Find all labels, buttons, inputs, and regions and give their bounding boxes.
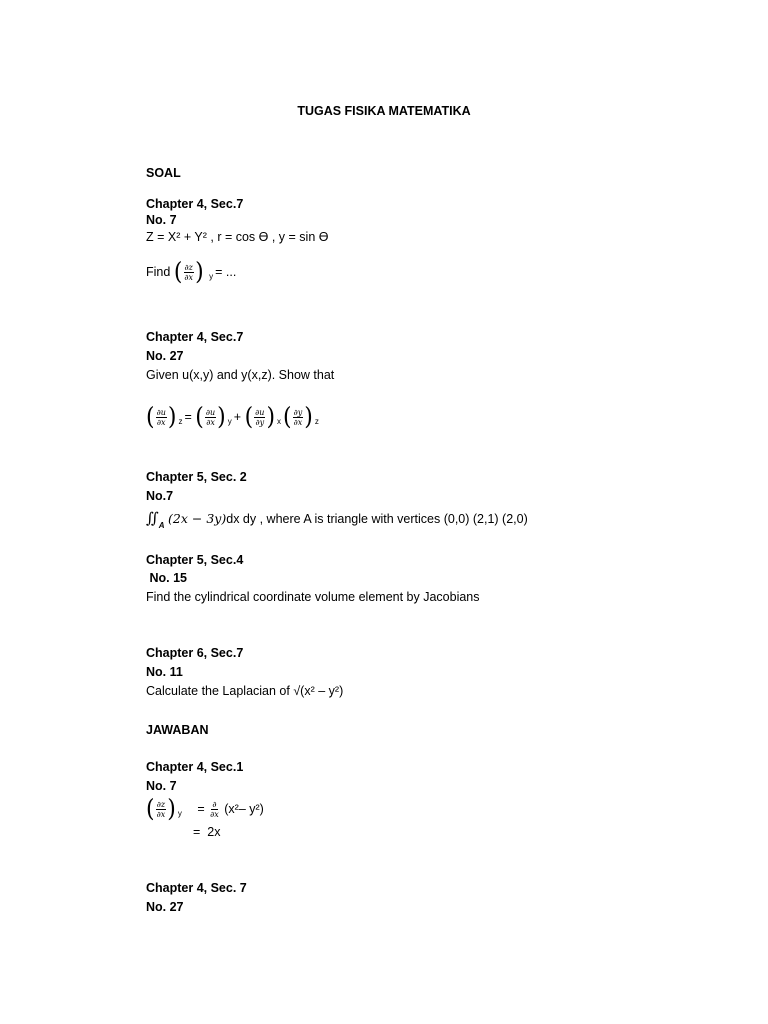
q1-given: Z = X² + Y² , r = cos Ɵ , y = sin Ɵ	[146, 230, 329, 244]
a2-number: No. 27	[146, 900, 184, 914]
a1-equation: ( $\frac{\partial z}{\partial x}$ ) $_y$ = $\frac{\partial}{\partial x}$ (x²– y²)	[146, 795, 264, 823]
q1-find-tail: = ...	[215, 265, 237, 279]
q1-find	[146, 258, 236, 291]
integral-region: A	[158, 521, 165, 530]
q5-text: Calculate the Laplacian of √(x² – y²)	[146, 684, 344, 698]
q1-find-subscript: y	[209, 272, 214, 281]
integrand: (2x − 3y)	[168, 511, 227, 526]
a1-result: 2x	[207, 825, 221, 839]
a1-chapter: Chapter 4, Sec.1	[146, 760, 244, 774]
q1-find-label: Find	[146, 265, 171, 279]
a1-derivative-operator: $\frac{\partial}{\partial x}$	[210, 800, 219, 820]
q1-chapter: Chapter 4, Sec.7	[146, 197, 244, 211]
a1-number: No. 7	[146, 779, 177, 793]
a1-lhs-fraction: $\frac{\partial z}{\partial x}$	[156, 800, 166, 820]
q5-number: No. 11	[146, 665, 183, 679]
q3-number: No.7	[146, 489, 174, 503]
q1-partial-fraction: $\frac{\partial z}{\partial x}$	[184, 263, 194, 283]
left-paren: (	[173, 258, 183, 286]
double-integral-symbol: ∬	[146, 509, 159, 527]
q2-term4-fraction: $\frac{\partial y}{\partial x}$	[293, 408, 303, 428]
q2-term2-fraction: $\frac{\partial u}{\partial x}$	[205, 408, 216, 428]
q2-number: No. 27	[146, 349, 184, 363]
q1-number: No. 7	[146, 213, 177, 227]
q4-number: No. 15	[146, 571, 187, 585]
q2-text: Given u(x,y) and y(x,z). Show that	[146, 368, 335, 382]
soal-heading: SOAL	[146, 166, 181, 180]
q3-chapter: Chapter 5, Sec. 2	[146, 470, 247, 484]
a1-result-line: = 2x	[193, 825, 221, 839]
q3-text: dx dy , where A is triangle with vertices (0,0) (2,1) (2,0)	[226, 512, 528, 526]
q3-integral-line	[146, 510, 528, 534]
q2-equation: ( $\frac{\partial u}{\partial x}$ ) $_z$ = ( $\frac{\partial u}{\partial x}$ ) $_y$ + ( $\frac{\partial u}{\partial y}$ ) $_x$( $\frac{\partial y}{\partial x}$ ) $_z$	[146, 403, 319, 431]
q4-text: Find the cylindrical coordinate volume element by Jacobians	[146, 590, 480, 604]
q5-chapter: Chapter 6, Sec.7	[146, 646, 244, 660]
a2-chapter: Chapter 4, Sec. 7	[146, 881, 247, 895]
q4-chapter: Chapter 5, Sec.4	[146, 553, 244, 567]
document-title: TUGAS FISIKA MATEMATIKA	[297, 104, 471, 118]
right-paren: )	[195, 258, 204, 286]
q2-term1-fraction: $\frac{\partial u}{\partial x}$	[156, 408, 166, 428]
q2-term3-fraction: $\frac{\partial u}{\partial y}$	[255, 408, 265, 428]
jawaban-heading: JAWABAN	[146, 723, 209, 737]
a1-expression: (x²– y²)	[224, 802, 264, 816]
q2-chapter: Chapter 4, Sec.7	[146, 330, 244, 344]
